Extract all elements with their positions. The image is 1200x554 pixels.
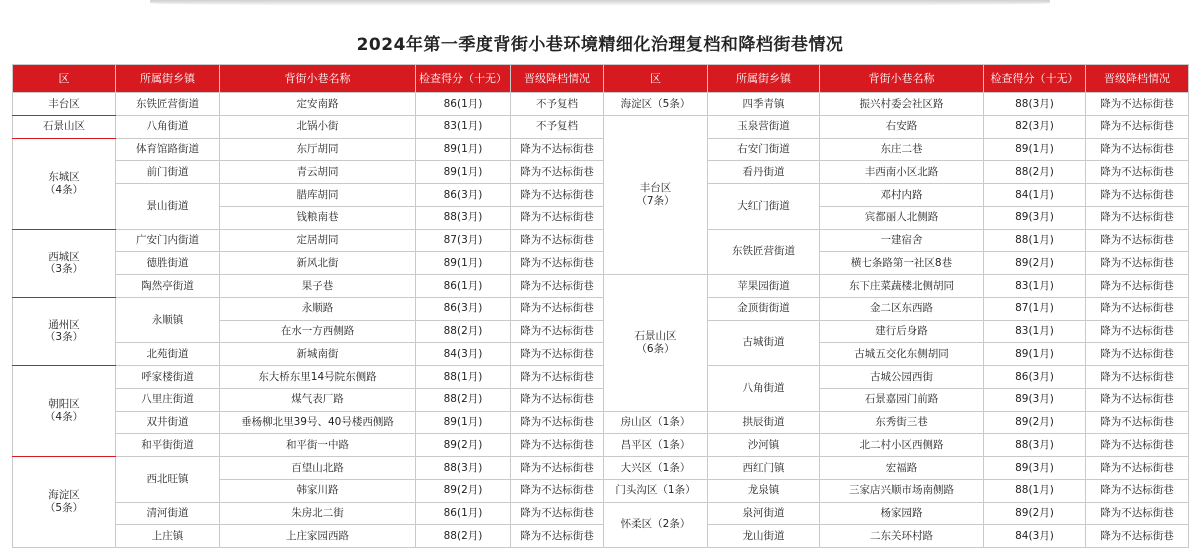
status-cell: 降为不达标街巷 — [1086, 525, 1189, 548]
alley-name-cell: 石景嘉园门前路 — [820, 388, 984, 411]
status-cell: 降为不达标街巷 — [1086, 343, 1189, 366]
alley-name-cell: 果子巷 — [220, 275, 416, 298]
alley-name-cell: 青云胡同 — [220, 161, 416, 184]
table-header-row — [13, 65, 1189, 93]
status-cell: 降为不达标街巷 — [511, 229, 604, 252]
district-cell: 西城区 （3条） — [13, 229, 116, 297]
status-cell: 降为不达标街巷 — [511, 320, 604, 343]
header-alley-name: 背街小巷名称 — [220, 65, 416, 93]
score-cell: 84(3月) — [984, 525, 1086, 548]
street-cell: 八角街道 — [116, 115, 220, 138]
score-cell: 82(3月) — [984, 115, 1086, 138]
header-street: 所属街乡镇 — [708, 65, 820, 93]
alley-name-cell: 韩家川路 — [220, 479, 416, 502]
top-decoration — [150, 0, 1050, 6]
district-cell: 石景山区 （6条） — [604, 275, 708, 412]
table-row — [13, 525, 1189, 548]
district-cell: 大兴区（1条） — [604, 457, 708, 480]
street-cell: 景山街道 — [116, 184, 220, 230]
street-cell: 北苑街道 — [116, 343, 220, 366]
status-cell: 降为不达标街巷 — [511, 297, 604, 320]
district-cell: 通州区 （3条） — [13, 297, 116, 365]
street-cell: 双井街道 — [116, 411, 220, 434]
alley-name-cell: 腊库胡同 — [220, 184, 416, 207]
district-cell: 门头沟区（1条） — [604, 479, 708, 502]
status-cell: 降为不达标街巷 — [1086, 275, 1189, 298]
score-cell: 88(3月) — [416, 206, 511, 229]
street-cell: 上庄镇 — [116, 525, 220, 548]
status-cell: 降为不达标街巷 — [511, 366, 604, 389]
table-row — [13, 184, 1189, 207]
table-row — [13, 366, 1189, 389]
table-row — [13, 138, 1189, 161]
score-cell: 84(3月) — [416, 343, 511, 366]
status-cell: 降为不达标街巷 — [511, 434, 604, 457]
score-cell: 87(1月) — [984, 297, 1086, 320]
status-cell: 降为不达标街巷 — [1086, 138, 1189, 161]
score-cell: 88(1月) — [984, 229, 1086, 252]
alley-name-cell: 横七条路第一社区8巷 — [820, 252, 984, 275]
status-cell: 降为不达标街巷 — [511, 479, 604, 502]
street-cell: 金顶街街道 — [708, 297, 820, 320]
district-cell: 房山区（1条） — [604, 411, 708, 434]
score-cell: 88(2月) — [416, 525, 511, 548]
score-cell: 89(3月) — [984, 206, 1086, 229]
alley-name-cell: 二东关环村路 — [820, 525, 984, 548]
score-cell: 88(1月) — [416, 366, 511, 389]
alley-name-cell: 北二村小区西侧路 — [820, 434, 984, 457]
score-cell: 88(3月) — [984, 434, 1086, 457]
status-cell: 降为不达标街巷 — [1086, 297, 1189, 320]
score-cell: 84(1月) — [984, 184, 1086, 207]
street-cell: 沙河镇 — [708, 434, 820, 457]
status-cell: 降为不达标街巷 — [1086, 434, 1189, 457]
street-cell: 龙山街道 — [708, 525, 820, 548]
header-status: 晋级降档情况 — [511, 65, 604, 93]
status-cell: 降为不达标街巷 — [1086, 502, 1189, 525]
score-cell: 89(2月) — [984, 411, 1086, 434]
alley-name-cell: 朱房北二街 — [220, 502, 416, 525]
score-cell: 88(2月) — [416, 388, 511, 411]
street-cell: 广安门内街道 — [116, 229, 220, 252]
header-street: 所属街乡镇 — [116, 65, 220, 93]
street-cell: 玉泉营街道 — [708, 115, 820, 138]
status-cell: 降为不达标街巷 — [511, 275, 604, 298]
status-cell: 不予复档 — [511, 115, 604, 138]
street-cell: 东铁匠营街道 — [116, 93, 220, 116]
table-row — [13, 388, 1189, 411]
alley-name-cell: 一建宿舍 — [820, 229, 984, 252]
score-cell: 86(3月) — [416, 184, 511, 207]
status-cell: 降为不达标街巷 — [1086, 252, 1189, 275]
street-cell: 龙泉镇 — [708, 479, 820, 502]
alley-name-cell: 宾都丽人北侧路 — [820, 206, 984, 229]
score-cell: 89(1月) — [416, 161, 511, 184]
score-cell: 89(3月) — [984, 388, 1086, 411]
alley-name-cell: 百望山北路 — [220, 457, 416, 480]
alley-name-cell: 垂杨柳北里39号、40号楼西侧路 — [220, 411, 416, 434]
status-cell: 降为不达标街巷 — [1086, 229, 1189, 252]
table-row — [13, 161, 1189, 184]
table-row — [13, 275, 1189, 298]
street-cell: 看丹街道 — [708, 161, 820, 184]
status-cell: 降为不达标街巷 — [1086, 115, 1189, 138]
score-cell: 89(1月) — [416, 138, 511, 161]
district-cell: 怀柔区（2条） — [604, 502, 708, 548]
status-cell: 降为不达标街巷 — [511, 502, 604, 525]
table-row — [13, 252, 1189, 275]
alley-name-cell: 古城公园西街 — [820, 366, 984, 389]
street-cell: 西红门镇 — [708, 457, 820, 480]
status-cell: 降为不达标街巷 — [511, 161, 604, 184]
score-cell: 86(1月) — [416, 502, 511, 525]
district-cell: 石景山区 — [13, 115, 116, 138]
score-cell: 89(2月) — [416, 479, 511, 502]
district-cell: 昌平区（1条） — [604, 434, 708, 457]
status-cell: 不予复档 — [511, 93, 604, 116]
table-row — [13, 93, 1189, 116]
status-cell: 降为不达标街巷 — [511, 252, 604, 275]
status-cell: 降为不达标街巷 — [1086, 411, 1189, 434]
street-cell: 四季青镇 — [708, 93, 820, 116]
alley-name-cell: 宏福路 — [820, 457, 984, 480]
street-cell: 八角街道 — [708, 366, 820, 412]
alley-name-cell: 古城五交化东侧胡同 — [820, 343, 984, 366]
street-cell: 苹果园街道 — [708, 275, 820, 298]
street-cell: 清河街道 — [116, 502, 220, 525]
score-cell: 86(3月) — [984, 366, 1086, 389]
status-cell: 降为不达标街巷 — [1086, 388, 1189, 411]
score-cell: 83(1月) — [416, 115, 511, 138]
score-cell: 89(1月) — [416, 252, 511, 275]
alley-name-cell: 丰西南小区北路 — [820, 161, 984, 184]
score-cell: 88(2月) — [416, 320, 511, 343]
street-cell: 德胜街道 — [116, 252, 220, 275]
score-cell: 89(1月) — [984, 343, 1086, 366]
header-district: 区 — [604, 65, 708, 93]
score-cell: 89(2月) — [984, 252, 1086, 275]
street-cell: 右安门街道 — [708, 138, 820, 161]
street-cell: 八里庄街道 — [116, 388, 220, 411]
streets-table — [12, 64, 1189, 548]
alley-name-cell: 定居胡同 — [220, 229, 416, 252]
district-cell: 丰台区 — [13, 93, 116, 116]
score-cell: 88(1月) — [984, 479, 1086, 502]
street-cell: 陶然亭街道 — [116, 275, 220, 298]
status-cell: 降为不达标街巷 — [511, 206, 604, 229]
status-cell: 降为不达标街巷 — [1086, 479, 1189, 502]
street-cell: 大红门街道 — [708, 184, 820, 230]
alley-name-cell: 建行后身路 — [820, 320, 984, 343]
district-cell: 丰台区 （7条） — [604, 115, 708, 274]
table-row — [13, 115, 1189, 138]
district-cell: 海淀区（5条） — [604, 93, 708, 116]
street-cell: 西北旺镇 — [116, 457, 220, 503]
status-cell: 降为不达标街巷 — [511, 138, 604, 161]
table-row — [13, 411, 1189, 434]
street-cell: 泉河街道 — [708, 502, 820, 525]
score-cell: 87(3月) — [416, 229, 511, 252]
table-row — [13, 343, 1189, 366]
status-cell: 降为不达标街巷 — [1086, 93, 1189, 116]
alley-name-cell: 钱粮南巷 — [220, 206, 416, 229]
alley-name-cell: 东秀街三巷 — [820, 411, 984, 434]
street-cell: 呼家楼街道 — [116, 366, 220, 389]
status-cell: 降为不达标街巷 — [511, 388, 604, 411]
alley-name-cell: 新风北街 — [220, 252, 416, 275]
header-alley-name: 背街小巷名称 — [820, 65, 984, 93]
alley-name-cell: 杨家园路 — [820, 502, 984, 525]
table-row — [13, 297, 1189, 320]
status-cell: 降为不达标街巷 — [1086, 184, 1189, 207]
street-cell: 永顺镇 — [116, 297, 220, 343]
street-cell: 和平街街道 — [116, 434, 220, 457]
status-cell: 降为不达标街巷 — [511, 525, 604, 548]
alley-name-cell: 和平街一中路 — [220, 434, 416, 457]
score-cell: 83(1月) — [984, 320, 1086, 343]
alley-name-cell: 右安路 — [820, 115, 984, 138]
status-cell: 降为不达标街巷 — [1086, 366, 1189, 389]
alley-name-cell: 金二区东西路 — [820, 297, 984, 320]
table-row — [13, 457, 1189, 480]
score-cell: 86(3月) — [416, 297, 511, 320]
page-title: 2024年第一季度背街小巷环境精细化治理复档和降档街巷情况 — [356, 35, 844, 55]
status-cell: 降为不达标街巷 — [1086, 206, 1189, 229]
table-row — [13, 502, 1189, 525]
district-cell: 东城区 （4条） — [13, 138, 116, 229]
alley-name-cell: 东庄二巷 — [820, 138, 984, 161]
street-cell: 东铁匠营街道 — [708, 229, 820, 275]
score-cell: 86(1月) — [416, 275, 511, 298]
alley-name-cell: 邓村内路 — [820, 184, 984, 207]
alley-name-cell: 在水一方西侧路 — [220, 320, 416, 343]
score-cell: 86(1月) — [416, 93, 511, 116]
score-cell: 88(3月) — [416, 457, 511, 480]
alley-name-cell: 北锅小街 — [220, 115, 416, 138]
alley-name-cell: 永顺路 — [220, 297, 416, 320]
score-cell: 89(3月) — [984, 457, 1086, 480]
score-cell: 83(1月) — [984, 275, 1086, 298]
status-cell: 降为不达标街巷 — [511, 411, 604, 434]
alley-name-cell: 振兴村委会社区路 — [820, 93, 984, 116]
alley-name-cell: 东大桥东里14号院东侧路 — [220, 366, 416, 389]
score-cell: 88(3月) — [984, 93, 1086, 116]
status-cell: 降为不达标街巷 — [1086, 457, 1189, 480]
alley-name-cell: 煤气表厂路 — [220, 388, 416, 411]
score-cell: 89(2月) — [984, 502, 1086, 525]
status-cell: 降为不达标街巷 — [511, 343, 604, 366]
district-cell: 朝阳区 （4条） — [13, 366, 116, 457]
header-status: 晋级降档情况 — [1086, 65, 1189, 93]
alley-name-cell: 三家店兴顺市场南侧路 — [820, 479, 984, 502]
header-score: 检查得分（十无） — [416, 65, 511, 93]
alley-name-cell: 东厅胡同 — [220, 138, 416, 161]
status-cell: 降为不达标街巷 — [511, 457, 604, 480]
score-cell: 88(2月) — [984, 161, 1086, 184]
district-cell: 海淀区 （5条） — [13, 457, 116, 548]
alley-name-cell: 定安南路 — [220, 93, 416, 116]
status-cell: 降为不达标街巷 — [1086, 320, 1189, 343]
street-cell: 古城街道 — [708, 320, 820, 366]
street-cell: 拱辰街道 — [708, 411, 820, 434]
status-cell: 降为不达标街巷 — [1086, 161, 1189, 184]
street-cell: 前门街道 — [116, 161, 220, 184]
header-district: 区 — [13, 65, 116, 93]
header-score: 检查得分（十无） — [984, 65, 1086, 93]
street-cell: 体育馆路街道 — [116, 138, 220, 161]
alley-name-cell: 新城南街 — [220, 343, 416, 366]
alley-name-cell: 上庄家园西路 — [220, 525, 416, 548]
score-cell: 89(1月) — [984, 138, 1086, 161]
alley-name-cell: 东下庄菜蔬楼北侧胡同 — [820, 275, 984, 298]
table-row — [13, 434, 1189, 457]
status-cell: 降为不达标街巷 — [511, 184, 604, 207]
score-cell: 89(1月) — [416, 411, 511, 434]
score-cell: 89(2月) — [416, 434, 511, 457]
table-row — [13, 229, 1189, 252]
